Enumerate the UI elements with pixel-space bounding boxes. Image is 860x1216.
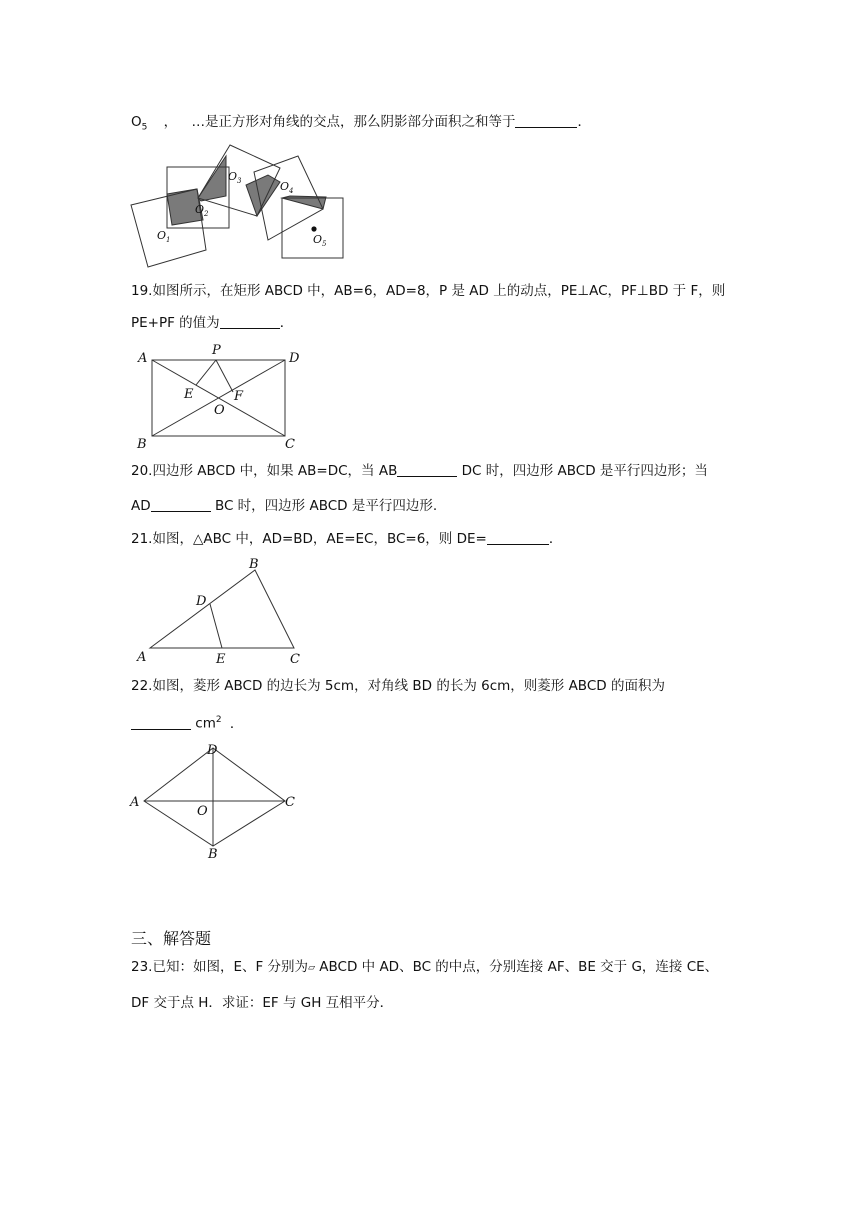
- label-b: B: [249, 557, 259, 572]
- parallelogram-icon: ▱: [308, 963, 315, 973]
- label-b: B: [208, 847, 218, 862]
- q20-part-a: 20.四边形 ABCD 中，如果 AB=DC，当 AB: [131, 463, 398, 479]
- q20-part-c: AD: [131, 498, 151, 514]
- label-o5: O: [313, 233, 323, 246]
- point-o5: [311, 226, 316, 231]
- q23-line-2: DF 交于点 H．求证：EF 与 GH 互相平分．: [131, 995, 394, 1011]
- label-e: E: [216, 652, 226, 667]
- q21-answer-blank[interactable]: [487, 530, 549, 545]
- q20-part-b: DC 时，四边形 ABCD 是平行四边形；当: [461, 463, 708, 479]
- q23-part-b: ABCD 中 AD、BC 的中点，分别连接 AF、BE 交于 G，连接 CE、: [314, 959, 719, 975]
- label-o: O: [214, 403, 225, 418]
- q22-line-1: 22.如图，菱形 ABCD 的边长为 5cm，对角线 BD 的长为 6cm，则菱形 ABCD 的面积为: [131, 678, 665, 694]
- shaded-region-2: [198, 156, 226, 201]
- q22-rhombus-figure: [128, 740, 308, 865]
- label-o3-sub: 3: [237, 177, 242, 185]
- label-d: D: [196, 594, 207, 609]
- triangle-abc: [150, 570, 294, 648]
- label-o: O: [197, 804, 208, 819]
- label-o2-sub: 2: [204, 210, 209, 218]
- q19-tail: ．: [279, 315, 294, 331]
- label-e: E: [184, 387, 194, 402]
- q19-question: PE+PF 的值为: [131, 315, 220, 331]
- q18-answer-blank[interactable]: [515, 113, 577, 128]
- q21-triangle-figure: [130, 553, 320, 668]
- label-a: A: [130, 795, 140, 810]
- q18-text: [131, 112, 591, 138]
- q19-answer-blank[interactable]: [220, 314, 280, 329]
- label-a: A: [138, 351, 148, 366]
- label-o3: O: [228, 170, 238, 183]
- q22-unit-sup: 2: [215, 715, 222, 725]
- label-o4-sub: 4: [289, 187, 294, 195]
- q22-unit: cm: [195, 715, 216, 732]
- label-o2: O: [195, 203, 205, 216]
- q23-line-1: [131, 957, 718, 978]
- q21-line: [131, 529, 562, 549]
- label-d: D: [289, 351, 300, 366]
- rhombus-abcd: [144, 748, 285, 846]
- label-o4: O: [280, 180, 290, 193]
- label-c: C: [285, 437, 295, 452]
- label-a: A: [137, 650, 147, 665]
- q19-line-1: 19.如图所示，在矩形 ABCD 中，AB=6，AD=8，P 是 AD 上的动点，PE⊥AC，PF⊥BD 于 F，则: [131, 283, 726, 299]
- q22-answer-blank[interactable]: [131, 715, 191, 730]
- label-o1: O: [157, 229, 167, 242]
- q20-answer-blank-1[interactable]: [397, 462, 457, 477]
- label-o1-sub: 1: [166, 236, 171, 244]
- q18-prefix: O: [131, 114, 142, 130]
- q20-part-d: BC 时，四边形 ABCD 是平行四边形.: [214, 498, 438, 514]
- shaded-region-3: [246, 175, 280, 216]
- label-o5-sub: 5: [322, 240, 327, 248]
- q22-line-2: [131, 710, 243, 734]
- label-d: D: [207, 743, 218, 758]
- segment-pe: [196, 360, 216, 385]
- label-p: P: [212, 343, 221, 358]
- q18-prefix-sub: 5: [141, 122, 148, 133]
- q21-tail: ．: [548, 531, 563, 547]
- label-b: B: [137, 437, 147, 452]
- q20-line-2: [131, 496, 437, 516]
- q20-line-1: [131, 461, 708, 481]
- label-f: F: [234, 389, 244, 404]
- q18-squares-figure: [125, 140, 355, 270]
- segment-pf: [216, 360, 233, 392]
- q18-tail: ．: [577, 114, 591, 130]
- q18-comma: ，: [163, 114, 178, 130]
- section-3-heading: 三、解答题: [131, 929, 212, 948]
- label-c: C: [290, 652, 300, 667]
- label-c: C: [285, 795, 295, 810]
- segment-de: [210, 604, 222, 648]
- q19-line-2: [131, 313, 293, 333]
- q23-part-a: 23.已知：如图，E、F 分别为: [131, 959, 309, 975]
- q18-question: …是正方形对角线的交点，那么阴影部分面积之和等于: [191, 114, 516, 130]
- q19-rectangle-figure: [130, 340, 310, 450]
- q20-answer-blank-2[interactable]: [151, 497, 211, 512]
- q21-question: 21.如图，△ABC 中，AD=BD，AE=EC，BC=6，则 DE=: [131, 531, 487, 547]
- q22-tail: ．: [229, 715, 244, 732]
